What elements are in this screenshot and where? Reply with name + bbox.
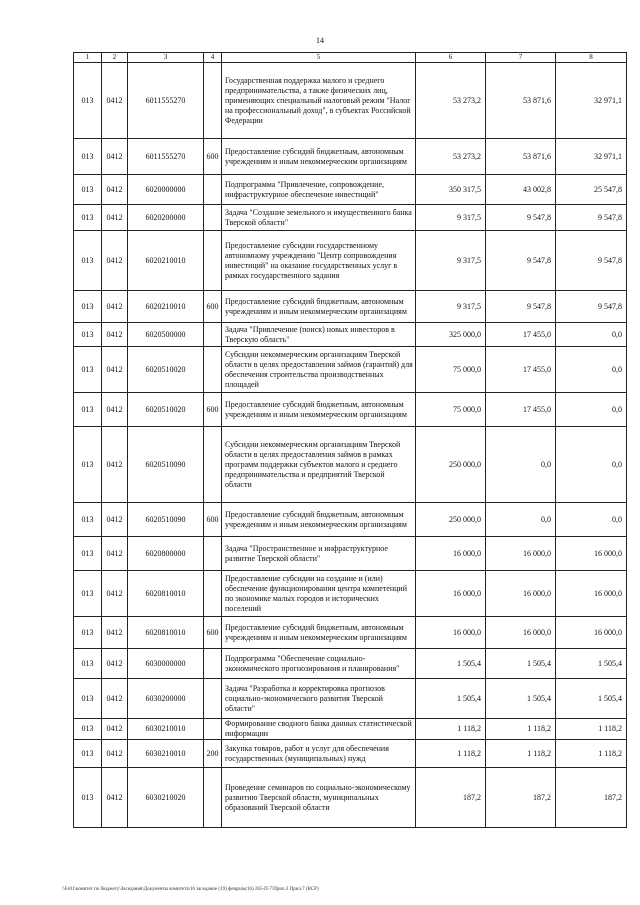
- amount-2021-cell: 9 547,8: [486, 291, 556, 323]
- page-number: 14: [316, 36, 324, 45]
- amount-2021-cell: 9 547,8: [486, 231, 556, 291]
- table-row: [74, 427, 627, 503]
- expense-type-code-cell: [204, 571, 222, 617]
- footer-path: \\Fs01\комитет по бюджету\Заседания\Документы комитета\16 заседание (19) февраль(16) 265-П-7\Прил.3 Прил.7 (ВСР): [62, 887, 319, 892]
- amount-2021-cell: 0,0: [486, 427, 556, 503]
- amount-2020-cell: 1 505,4: [416, 649, 486, 679]
- section-code-cell: 0412: [102, 231, 128, 291]
- target-article-code-cell: 6020510020: [128, 347, 204, 393]
- ministry-code-cell: 013: [74, 719, 102, 740]
- section-code-cell: 0412: [102, 63, 128, 139]
- target-article-code-cell: 6020810010: [128, 571, 204, 617]
- header-cell-3: 3: [128, 53, 204, 63]
- description-cell: Задача "Создание земельного и имущественного банка Тверской области": [222, 205, 416, 231]
- target-article-code-cell: 6030210010: [128, 740, 204, 768]
- amount-2020-cell: 75 000,0: [416, 347, 486, 393]
- amount-2020-cell: 9 317,5: [416, 231, 486, 291]
- amount-2021-cell: 0,0: [486, 503, 556, 537]
- target-article-code-cell: 6030210020: [128, 768, 204, 828]
- amount-2021-cell: 17 455,0: [486, 347, 556, 393]
- description-cell: Задача "Пространственное и инфраструктурное развитие Тверской области": [222, 537, 416, 571]
- table-row: [74, 291, 627, 323]
- amount-2022-cell: 1 505,4: [556, 679, 627, 719]
- expense-type-code-cell: [204, 323, 222, 347]
- ministry-code-cell: 013: [74, 291, 102, 323]
- header-cell-8: 8: [556, 53, 627, 63]
- amount-2022-cell: 0,0: [556, 347, 627, 393]
- expense-type-code-cell: [204, 347, 222, 393]
- table-row: [74, 323, 627, 347]
- table-row: [74, 63, 627, 139]
- ministry-code-cell: 013: [74, 649, 102, 679]
- amount-2022-cell: 1 118,2: [556, 719, 627, 740]
- ministry-code-cell: 013: [74, 205, 102, 231]
- target-article-code-cell: 6030200000: [128, 679, 204, 719]
- target-article-code-cell: 6020510020: [128, 393, 204, 427]
- ministry-code-cell: 013: [74, 679, 102, 719]
- target-article-code-cell: 6011555270: [128, 63, 204, 139]
- ministry-code-cell: 013: [74, 768, 102, 828]
- target-article-code-cell: 6020510090: [128, 503, 204, 537]
- target-article-code-cell: 6030210010: [128, 719, 204, 740]
- table-row: [74, 649, 627, 679]
- table-row: [74, 719, 627, 740]
- expense-type-code-cell: 600: [204, 617, 222, 649]
- description-cell: Предоставление субсидии на создание и (или) обеспечение функционирования центра компетенций по экономике малых городов и исторических поселений: [222, 571, 416, 617]
- amount-2022-cell: 9 547,8: [556, 231, 627, 291]
- ministry-code-cell: 013: [74, 427, 102, 503]
- amount-2020-cell: 53 273,2: [416, 63, 486, 139]
- description-cell: Предоставление субсидии государственному автономному учреждению "Центр сопровождения инвестиций" на оказание государственных услуг в рамках государственного задания: [222, 231, 416, 291]
- budget-table: [73, 52, 627, 828]
- amount-2022-cell: 16 000,0: [556, 617, 627, 649]
- amount-2020-cell: 187,2: [416, 768, 486, 828]
- amount-2021-cell: 53 871,6: [486, 63, 556, 139]
- header-cell-2: 2: [102, 53, 128, 63]
- expense-type-code-cell: [204, 205, 222, 231]
- description-cell: Подпрограмма "Привлечение, сопровождение, инфраструктурное обеспечение инвестиций": [222, 175, 416, 205]
- section-code-cell: 0412: [102, 537, 128, 571]
- amount-2022-cell: 0,0: [556, 323, 627, 347]
- section-code-cell: 0412: [102, 427, 128, 503]
- table-row: [74, 740, 627, 768]
- table-row: [74, 768, 627, 828]
- description-cell: Задача "Привлечение (поиск) новых инвесторов в Тверскую область": [222, 323, 416, 347]
- target-article-code-cell: 6020210010: [128, 291, 204, 323]
- expense-type-code-cell: 600: [204, 393, 222, 427]
- amount-2022-cell: 32 971,1: [556, 139, 627, 175]
- ministry-code-cell: 013: [74, 175, 102, 205]
- expense-type-code-cell: [204, 649, 222, 679]
- description-cell: Государственная поддержка малого и среднего предпринимательства, а также физических лиц, применяющих специальный налоговый режим "Налог на профессиональный доход", в субъектах Российской Федерации: [222, 63, 416, 139]
- description-cell: Субсидии некоммерческим организациям Тверской области в целях предоставления займов (гарантий) для обеспечения строительства производственных площадей: [222, 347, 416, 393]
- description-cell: Субсидии некоммерческим организациям Тверской области в целях предоставления займов в рамках программ поддержки субъектов малого и среднего предпринимательства и предприятий Тверской области: [222, 427, 416, 503]
- description-cell: Предоставление субсидий бюджетным, автономным учреждениям и иным некоммерческим организациям: [222, 393, 416, 427]
- section-code-cell: 0412: [102, 393, 128, 427]
- section-code-cell: 0412: [102, 503, 128, 537]
- amount-2022-cell: 16 000,0: [556, 571, 627, 617]
- amount-2020-cell: 53 273,2: [416, 139, 486, 175]
- table-row: [74, 571, 627, 617]
- expense-type-code-cell: [204, 719, 222, 740]
- ministry-code-cell: 013: [74, 537, 102, 571]
- target-article-code-cell: 6020810010: [128, 617, 204, 649]
- amount-2021-cell: 53 871,6: [486, 139, 556, 175]
- amount-2020-cell: 1 505,4: [416, 679, 486, 719]
- description-cell: Задача "Разработка и корректировка прогнозов социально-экономического развития Тверской области": [222, 679, 416, 719]
- table-row: [74, 175, 627, 205]
- section-code-cell: 0412: [102, 768, 128, 828]
- table-row: [74, 503, 627, 537]
- target-article-code-cell: 6020510090: [128, 427, 204, 503]
- table-row: [74, 679, 627, 719]
- amount-2021-cell: 1 118,2: [486, 740, 556, 768]
- description-cell: Формирование сводного банка данных статистической информации: [222, 719, 416, 740]
- section-code-cell: 0412: [102, 323, 128, 347]
- description-cell: Предоставление субсидий бюджетным, автономным учреждениям и иным некоммерческим организациям: [222, 291, 416, 323]
- amount-2020-cell: 250 000,0: [416, 503, 486, 537]
- amount-2021-cell: 16 000,0: [486, 537, 556, 571]
- table-row: [74, 139, 627, 175]
- ministry-code-cell: 013: [74, 740, 102, 768]
- amount-2021-cell: 43 002,8: [486, 175, 556, 205]
- amount-2022-cell: 0,0: [556, 427, 627, 503]
- ministry-code-cell: 013: [74, 63, 102, 139]
- section-code-cell: 0412: [102, 291, 128, 323]
- amount-2020-cell: 16 000,0: [416, 617, 486, 649]
- expense-type-code-cell: 200: [204, 740, 222, 768]
- amount-2020-cell: 16 000,0: [416, 571, 486, 617]
- amount-2020-cell: 75 000,0: [416, 393, 486, 427]
- header-cell-7: 7: [486, 53, 556, 63]
- amount-2022-cell: 25 547,8: [556, 175, 627, 205]
- section-code-cell: 0412: [102, 175, 128, 205]
- amount-2021-cell: 187,2: [486, 768, 556, 828]
- section-code-cell: 0412: [102, 571, 128, 617]
- expense-type-code-cell: [204, 175, 222, 205]
- section-code-cell: 0412: [102, 679, 128, 719]
- amount-2021-cell: 1 505,4: [486, 649, 556, 679]
- section-code-cell: 0412: [102, 719, 128, 740]
- ministry-code-cell: 013: [74, 503, 102, 537]
- section-code-cell: 0412: [102, 649, 128, 679]
- ministry-code-cell: 013: [74, 231, 102, 291]
- ministry-code-cell: 013: [74, 617, 102, 649]
- amount-2020-cell: 1 118,2: [416, 719, 486, 740]
- target-article-code-cell: 6020800000: [128, 537, 204, 571]
- header-cell-1: 1: [74, 53, 102, 63]
- expense-type-code-cell: [204, 63, 222, 139]
- amount-2022-cell: 1 118,2: [556, 740, 627, 768]
- target-article-code-cell: 6030000000: [128, 649, 204, 679]
- target-article-code-cell: 6020200000: [128, 205, 204, 231]
- amount-2022-cell: 0,0: [556, 393, 627, 427]
- target-article-code-cell: 6020500000: [128, 323, 204, 347]
- amount-2020-cell: 16 000,0: [416, 537, 486, 571]
- amount-2022-cell: 0,0: [556, 503, 627, 537]
- expense-type-code-cell: 600: [204, 503, 222, 537]
- description-cell: Подпрограмма "Обеспечение социально-экономического прогнозирования и планирования": [222, 649, 416, 679]
- description-cell: Предоставление субсидий бюджетным, автономным учреждениям и иным некоммерческим организациям: [222, 139, 416, 175]
- expense-type-code-cell: [204, 537, 222, 571]
- expense-type-code-cell: 600: [204, 139, 222, 175]
- amount-2021-cell: 16 000,0: [486, 617, 556, 649]
- target-article-code-cell: 6011555270: [128, 139, 204, 175]
- expense-type-code-cell: [204, 679, 222, 719]
- amount-2021-cell: 17 455,0: [486, 323, 556, 347]
- amount-2020-cell: 9 317,5: [416, 291, 486, 323]
- table-row: [74, 205, 627, 231]
- description-cell: Предоставление субсидий бюджетным, автономным учреждениям и иным некоммерческим организациям: [222, 503, 416, 537]
- amount-2022-cell: 9 547,8: [556, 205, 627, 231]
- section-code-cell: 0412: [102, 347, 128, 393]
- section-code-cell: 0412: [102, 139, 128, 175]
- amount-2021-cell: 16 000,0: [486, 571, 556, 617]
- amount-2022-cell: 9 547,8: [556, 291, 627, 323]
- table-row: [74, 231, 627, 291]
- amount-2020-cell: 350 317,5: [416, 175, 486, 205]
- table-row: [74, 537, 627, 571]
- amount-2022-cell: 1 505,4: [556, 649, 627, 679]
- header-cell-6: 6: [416, 53, 486, 63]
- description-cell: Закупка товаров, работ и услуг для обеспечения государственных (муниципальных) нужд: [222, 740, 416, 768]
- ministry-code-cell: 013: [74, 139, 102, 175]
- expense-type-code-cell: [204, 768, 222, 828]
- description-cell: Предоставление субсидий бюджетным, автономным учреждениям и иным некоммерческим организациям: [222, 617, 416, 649]
- amount-2020-cell: 9 317,5: [416, 205, 486, 231]
- amount-2021-cell: 9 547,8: [486, 205, 556, 231]
- table-header-row: [74, 53, 627, 63]
- target-article-code-cell: 6020210010: [128, 231, 204, 291]
- section-code-cell: 0412: [102, 617, 128, 649]
- expense-type-code-cell: [204, 427, 222, 503]
- amount-2020-cell: 250 000,0: [416, 427, 486, 503]
- table-row: [74, 347, 627, 393]
- table-row: [74, 393, 627, 427]
- ministry-code-cell: 013: [74, 347, 102, 393]
- section-code-cell: 0412: [102, 205, 128, 231]
- amount-2022-cell: 16 000,0: [556, 537, 627, 571]
- section-code-cell: 0412: [102, 740, 128, 768]
- expense-type-code-cell: [204, 231, 222, 291]
- amount-2020-cell: 325 000,0: [416, 323, 486, 347]
- amount-2021-cell: 17 455,0: [486, 393, 556, 427]
- header-cell-4: 4: [204, 53, 222, 63]
- ministry-code-cell: 013: [74, 571, 102, 617]
- expense-type-code-cell: 600: [204, 291, 222, 323]
- amount-2022-cell: 187,2: [556, 768, 627, 828]
- amount-2021-cell: 1 118,2: [486, 719, 556, 740]
- target-article-code-cell: 6020000000: [128, 175, 204, 205]
- ministry-code-cell: 013: [74, 323, 102, 347]
- ministry-code-cell: 013: [74, 393, 102, 427]
- header-cell-5: 5: [222, 53, 416, 63]
- amount-2022-cell: 32 971,1: [556, 63, 627, 139]
- description-cell: Проведение семинаров по социально-экономическому развитию Тверской области, муниципальных образований Тверской области: [222, 768, 416, 828]
- table-row: [74, 617, 627, 649]
- amount-2021-cell: 1 505,4: [486, 679, 556, 719]
- amount-2020-cell: 1 118,2: [416, 740, 486, 768]
